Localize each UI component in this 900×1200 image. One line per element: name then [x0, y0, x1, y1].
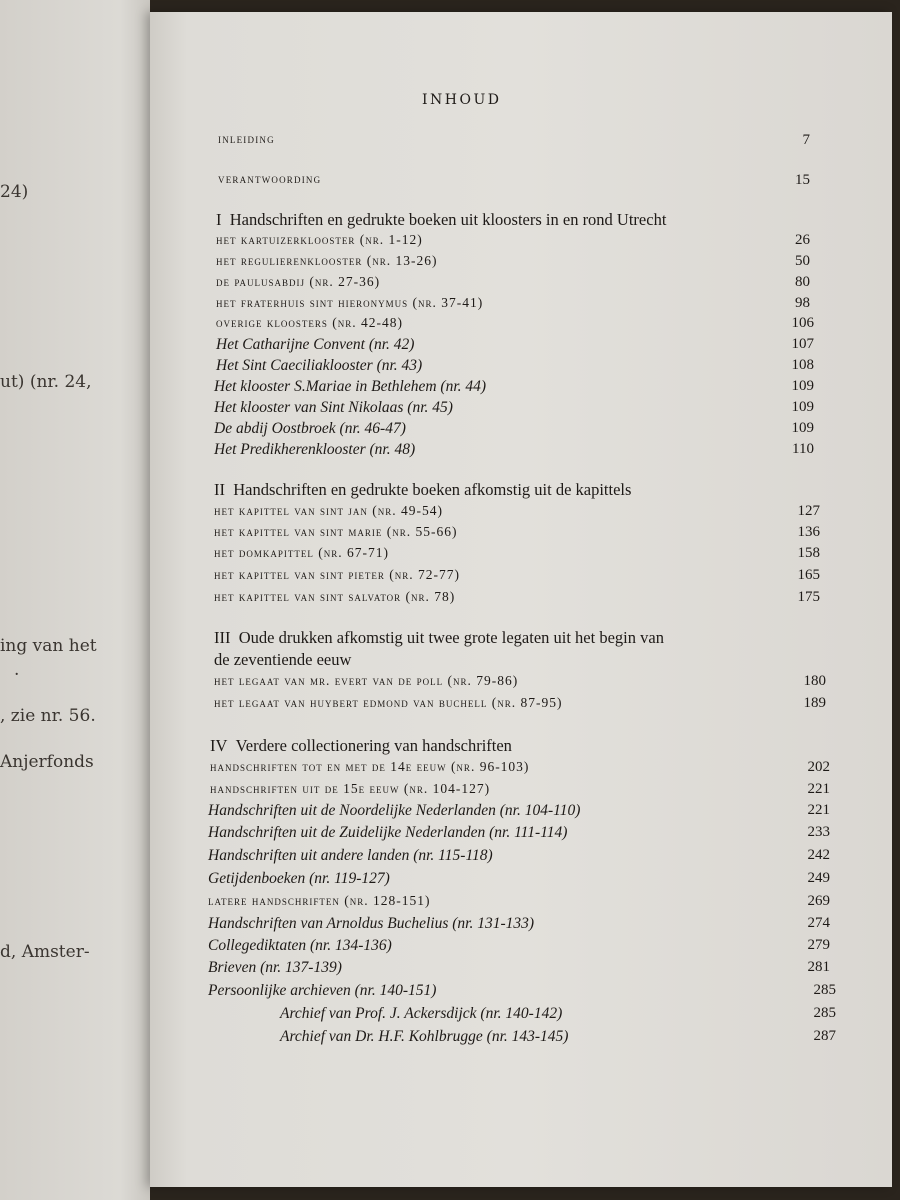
section-numeral: I [216, 210, 222, 229]
toc-entry-label: Handschriften uit de Noordelijke Nederlanden (nr. 104-110) [208, 802, 581, 819]
toc-entry-label: handschriften tot en met de 14e eeuw (nr. 96-103) [210, 759, 530, 774]
section-title: Handschriften en gedrukte boeken uit kloosters in en rond Utrecht [229, 210, 667, 229]
toc-page-number: 158 [797, 545, 820, 561]
toc-entry-label: Het Predikherenklooster (nr. 48) [214, 441, 416, 458]
toc-page-number: 175 [797, 589, 820, 605]
toc-page-number: 109 [791, 378, 814, 394]
toc-entry[interactable] [150, 915, 892, 935]
toc-page-number: 26 [795, 232, 810, 248]
toc-entry-label: Het klooster S.Mariae in Bethlehem (nr. 44) [214, 378, 487, 395]
toc-entry[interactable] [150, 759, 892, 779]
toc-entry-label: het fraterhuis sint hieronymus (nr. 37-41) [216, 295, 484, 310]
toc-entry-label: Collegediktaten (nr. 134-136) [208, 937, 392, 954]
toc-entry[interactable] [150, 378, 892, 398]
toc-entry-label: Het klooster van Sint Nikolaas (nr. 45) [214, 399, 453, 416]
toc-entry-label: Het Sint Caeciliaklooster (nr. 43) [216, 357, 423, 374]
section-numeral: II [214, 480, 225, 499]
section-title-continued: de zeventiende eeuw [214, 650, 352, 669]
toc-page-number: 180 [803, 673, 826, 689]
toc-page-number: 106 [791, 315, 814, 331]
toc-entry[interactable] [150, 567, 892, 587]
toc-entry-label: het kapittel van sint marie (nr. 55-66) [214, 524, 458, 539]
toc-entry[interactable] [150, 441, 892, 461]
toc-page-number: 127 [797, 503, 820, 519]
toc-page-number: 287 [813, 1028, 836, 1044]
section-heading-I [150, 210, 892, 230]
toc-page-number: 279 [807, 937, 830, 953]
toc-entry[interactable] [150, 982, 892, 1002]
section-title: Handschriften en gedrukte boeken afkomstig uit de kapittels [233, 480, 632, 499]
toc-entry-label: Archief van Prof. J. Ackersdijck (nr. 140-142) [280, 1005, 563, 1022]
toc-page-number: 136 [797, 524, 820, 540]
toc-page-number: 249 [807, 870, 830, 886]
toc-entry[interactable] [150, 589, 892, 609]
toc-entry-label: het kartuizerklooster (nr. 1-12) [216, 232, 423, 247]
toc-entry[interactable] [150, 781, 892, 801]
toc-entry[interactable] [150, 937, 892, 957]
left-fragment: 24) [0, 182, 29, 202]
left-fragment: ut) (nr. 24, [0, 372, 92, 392]
toc-page-number: 233 [807, 824, 830, 840]
section-heading-III-cont [150, 650, 892, 670]
toc-entry-verantwoording[interactable] [150, 172, 892, 192]
toc-page-number: 242 [807, 847, 830, 863]
section-title: Oude drukken afkomstig uit twee grote legaten uit het begin van [238, 628, 664, 647]
toc-entry-label: Handschriften uit andere landen (nr. 115-118) [208, 847, 493, 864]
toc-page-number: 98 [795, 295, 810, 311]
toc-entry[interactable] [150, 274, 892, 294]
page-title: INHOUD [422, 92, 502, 108]
toc-entry[interactable] [150, 295, 892, 315]
toc-page-number: 165 [797, 567, 820, 583]
section-heading-IV [150, 736, 892, 756]
toc-entry-label: De abdij Oostbroek (nr. 46-47) [214, 420, 406, 437]
toc-page-number: 221 [807, 781, 830, 797]
toc-entry-label: verantwoording [218, 172, 322, 186]
toc-page-number: 281 [807, 959, 830, 975]
toc-entry-label: Archief van Dr. H.F. Kohlbrugge (nr. 143-145) [280, 1028, 569, 1045]
toc-entry[interactable] [150, 959, 892, 979]
left-fragment: d, Amster- [0, 942, 90, 962]
toc-entry-label: het legaat van huybert edmond van buchell (nr. 87-95) [214, 695, 563, 710]
toc-page-number: 7 [802, 132, 810, 148]
toc-page-number: 274 [807, 915, 830, 931]
toc-entry[interactable] [150, 824, 892, 844]
toc-page-number: 269 [807, 893, 830, 909]
left-fragment: Anjerfonds [0, 752, 94, 772]
toc-page-number: 80 [795, 274, 810, 290]
toc-entry[interactable] [150, 545, 892, 565]
toc-entry[interactable] [150, 357, 892, 377]
toc-entry[interactable] [150, 1028, 892, 1048]
toc-page-number: 285 [813, 1005, 836, 1021]
toc-entry[interactable] [150, 420, 892, 440]
toc-entry-label: Handschriften uit de Zuidelijke Nederlanden (nr. 111-114) [208, 824, 568, 841]
toc-page-number: 221 [807, 802, 830, 818]
left-page [0, 0, 150, 1200]
toc-entry[interactable] [150, 524, 892, 544]
toc-entry-label: Brieven (nr. 137-139) [208, 959, 342, 976]
toc-page-number: 110 [792, 441, 814, 457]
left-fragment: , zie nr. 56. [0, 706, 96, 726]
toc-entry-label: Getijdenboeken (nr. 119-127) [208, 870, 390, 887]
toc-entry-label: overige kloosters (nr. 42-48) [216, 315, 403, 330]
section-heading-III [150, 628, 892, 648]
toc-page-number: 109 [791, 420, 814, 436]
toc-entry[interactable] [150, 870, 892, 890]
toc-entry-label: Persoonlijke archieven (nr. 140-151) [208, 982, 437, 999]
toc-entry[interactable] [150, 695, 892, 715]
toc-entry[interactable] [150, 802, 892, 822]
toc-entry-label: het kapittel van sint salvator (nr. 78) [214, 589, 456, 604]
toc-entry-label: Handschriften van Arnoldus Buchelius (nr. 131-133) [208, 915, 535, 932]
toc-entry-label: het legaat van mr. evert van de poll (nr. 79-86) [214, 673, 519, 688]
toc-entry-label: latere handschriften (nr. 128-151) [208, 893, 431, 908]
toc-entry[interactable] [150, 503, 892, 523]
toc-entry[interactable] [150, 893, 892, 913]
toc-entry[interactable] [150, 847, 892, 867]
section-numeral: III [214, 628, 231, 647]
toc-entry-label: het regulierenklooster (nr. 13-26) [216, 253, 438, 268]
toc-page-number: 189 [803, 695, 826, 711]
toc-page-number: 15 [795, 172, 810, 188]
toc-entry-inleiding[interactable] [150, 132, 892, 152]
toc-entry-label: Het Catharijne Convent (nr. 42) [216, 336, 415, 353]
toc-page-number: 50 [795, 253, 810, 269]
left-fragment: . [14, 660, 20, 680]
toc-entry-label: het kapittel van sint pieter (nr. 72-77) [214, 567, 460, 582]
toc-page-number: 107 [791, 336, 814, 352]
section-heading-II [150, 480, 892, 500]
toc-entry[interactable] [150, 1005, 892, 1025]
toc-page-number: 109 [791, 399, 814, 415]
toc-entry[interactable] [150, 232, 892, 252]
section-numeral: IV [210, 736, 228, 755]
toc-page [150, 12, 892, 1187]
toc-page-number: 202 [807, 759, 830, 775]
toc-entry-label: inleiding [218, 132, 275, 146]
toc-entry[interactable] [150, 399, 892, 419]
toc-entry-label: handschriften uit de 15e eeuw (nr. 104-127) [210, 781, 491, 796]
toc-entry-label: het kapittel van sint jan (nr. 49-54) [214, 503, 443, 518]
toc-entry-label: het domkapittel (nr. 67-71) [214, 545, 389, 560]
left-fragment: ing van het [0, 636, 97, 656]
toc-entry[interactable] [150, 253, 892, 273]
toc-entry[interactable] [150, 315, 892, 335]
toc-page-number: 285 [813, 982, 836, 998]
toc-entry-label: de paulusabdij (nr. 27-36) [216, 274, 381, 289]
toc-entry[interactable] [150, 336, 892, 356]
toc-entry[interactable] [150, 673, 892, 693]
toc-page-number: 108 [791, 357, 814, 373]
section-title: Verdere collectionering van handschriften [235, 736, 512, 755]
